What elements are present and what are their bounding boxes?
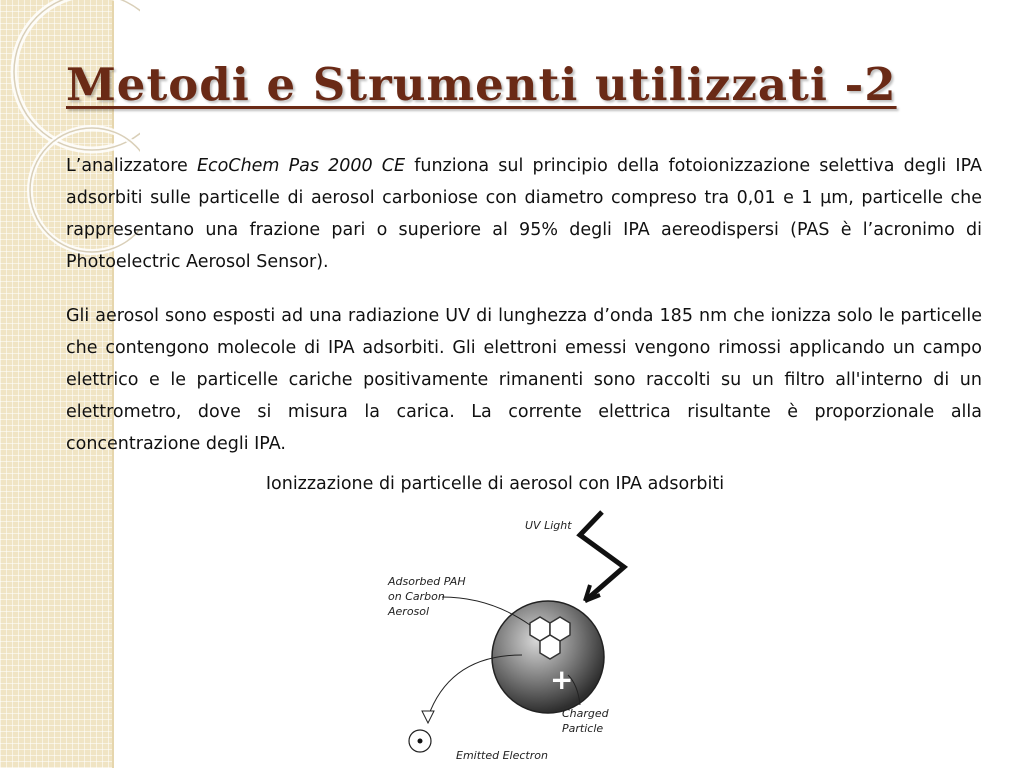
paragraph-analyzer bbox=[66, 150, 982, 278]
uv-lightning-bolt bbox=[580, 512, 624, 601]
ionization-diagram bbox=[380, 505, 660, 767]
slide-title: Metodi e Strumenti utilizzati -2 bbox=[66, 58, 897, 111]
instrument-name: EcoChem Pas 2000 CE bbox=[196, 156, 406, 176]
emitted-electron-label: Emitted Electron bbox=[456, 749, 548, 762]
paragraph-analyzer-lead: L’analizzatore bbox=[66, 156, 188, 176]
charged-particle-label-line1: Charged bbox=[562, 707, 609, 720]
paragraph-analyzer-body: funziona sul principio della fotoionizzazione selettiva degli IPA adsorbiti sulle particelle di aerosol carboniose con diametro compreso tra 0,01 e 1 µm, particelle che rappresentano una frazione pari o superiore al 95% degli IPA aereodispersi (PAS è l’acronimo di Photoelectric Aerosol Sensor). bbox=[66, 156, 982, 272]
charged-particle-label-line2: Particle bbox=[562, 722, 604, 735]
adsorbed-pah-label-line2: on Carbon bbox=[388, 590, 445, 603]
positive-charge-icon: + bbox=[550, 663, 574, 696]
adsorbed-pah-label-line3: Aerosol bbox=[388, 605, 430, 618]
figure-caption: Ionizzazione di particelle di aerosol con IPA adsorbiti bbox=[265, 474, 725, 494]
paragraph-ionization: Gli aerosol sono esposti ad una radiazione UV di lunghezza d’onda 185 nm che ionizza solo le particelle che contengono molecole di IPA adsorbiti. Gli elettroni emessi vengono rimossi applicando un campo elettrico e le particelle cariche positivamente rimanenti sono raccolti su un filtro all'interno di un elettrometro, dove si misura la carica. La corrente elettrica risultante è proporzionale alla concentrazione degli IPA. bbox=[66, 306, 982, 454]
adsorbed-pah-label-line1: Adsorbed PAH bbox=[388, 575, 466, 588]
electron-arrow-icon bbox=[422, 711, 434, 723]
uv-light-label: UV Light bbox=[525, 519, 572, 532]
electron-core-icon bbox=[418, 739, 423, 744]
